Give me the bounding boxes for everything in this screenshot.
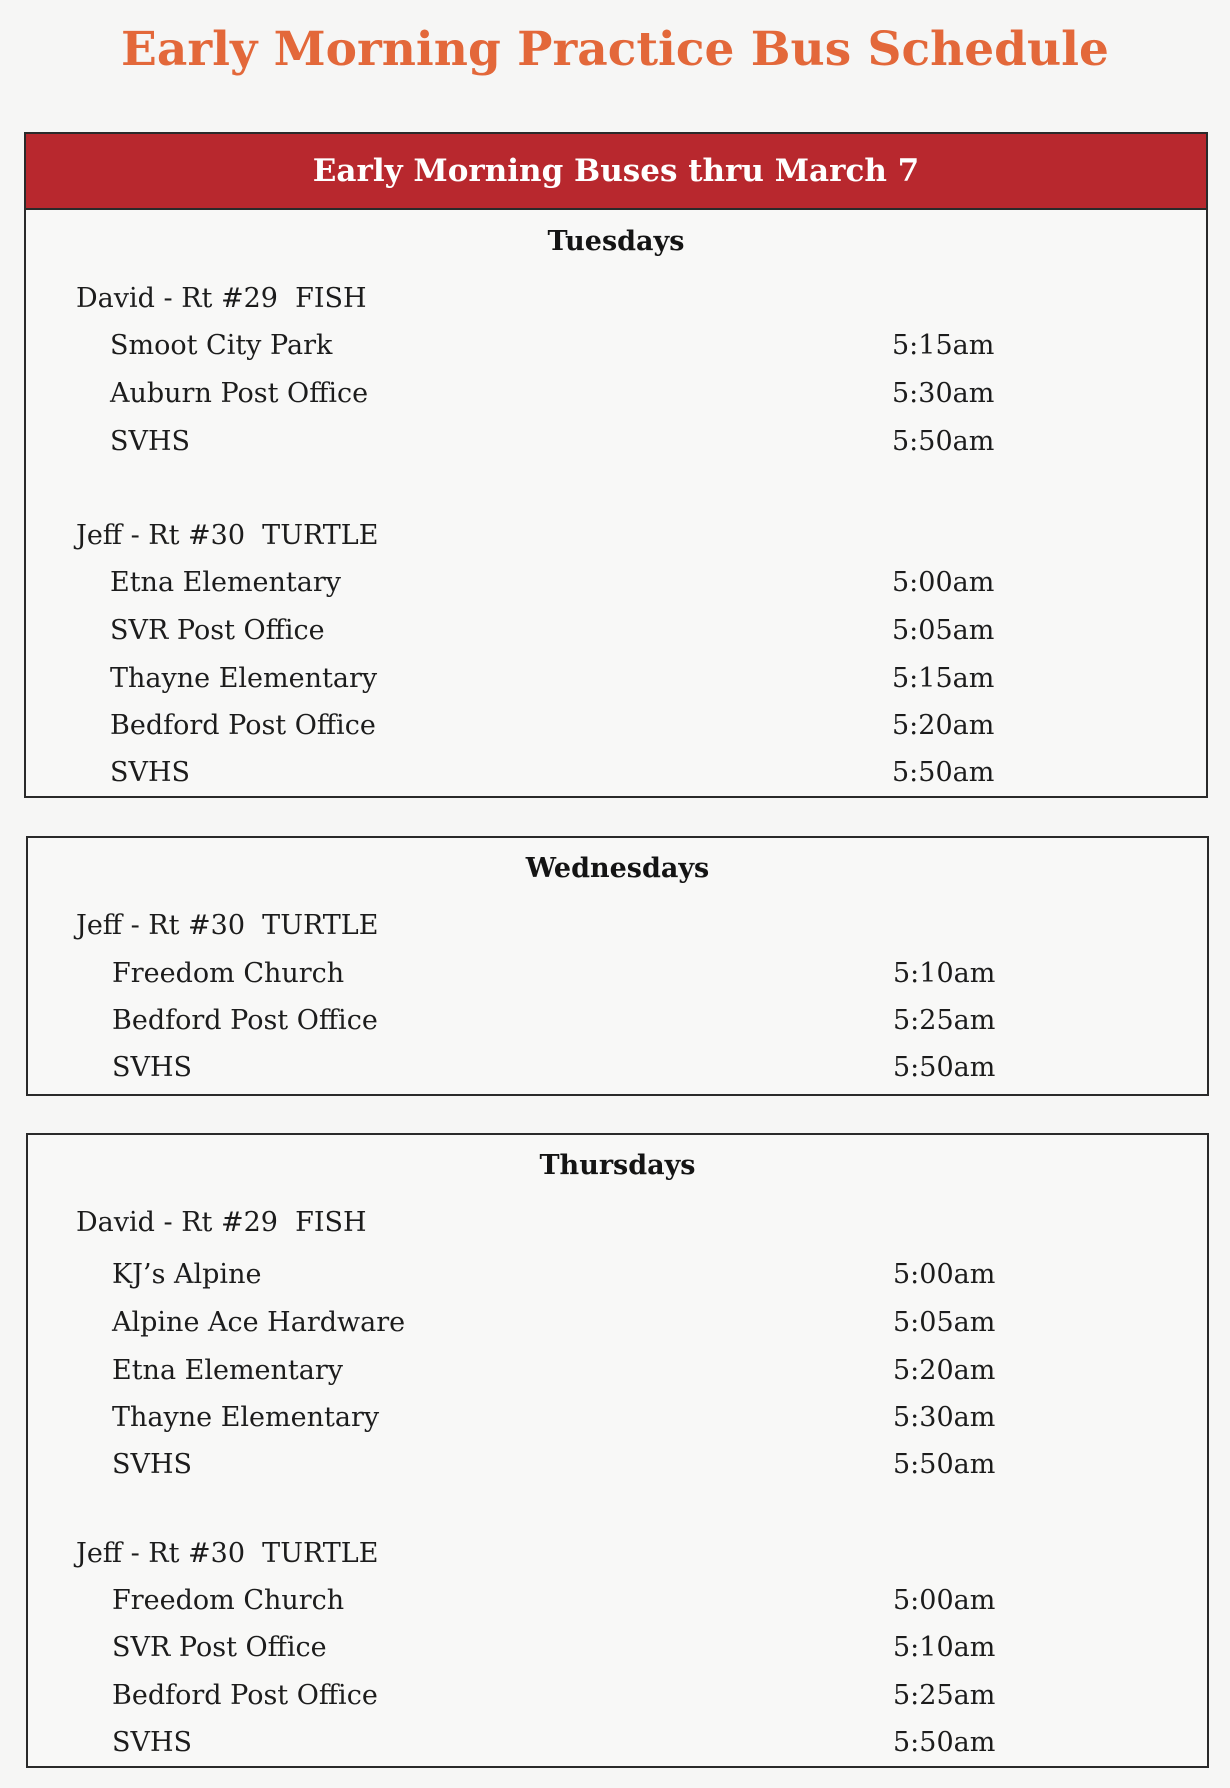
stop-name: SVR Post Office [110, 615, 325, 646]
stop-time: 5:50am [892, 426, 995, 457]
stop-time: 5:00am [893, 1585, 996, 1616]
stop-time: 5:00am [893, 1259, 996, 1290]
route-heading: David - Rt #29 FISH [76, 1207, 367, 1238]
schedule-banner: Early Morning Buses thru March 7 [26, 134, 1206, 210]
day-heading-wednesday: Wednesdays [525, 853, 710, 884]
route-heading: Jeff - Rt #30 TURTLE [76, 520, 379, 551]
wednesday-section [26, 836, 1209, 1096]
stop-time: 5:50am [893, 1727, 996, 1758]
stop-name: Auburn Post Office [110, 378, 369, 409]
stop-name: SVHS [112, 1449, 193, 1480]
stop-name: Alpine Ace Hardware [112, 1307, 406, 1338]
stop-time: 5:25am [893, 1005, 996, 1036]
stop-time: 5:30am [892, 378, 995, 409]
stop-time: 5:30am [893, 1402, 996, 1433]
stop-name: Smoot City Park [110, 330, 333, 361]
stop-time: 5:20am [893, 1355, 996, 1386]
stop-time: 5:10am [893, 1632, 996, 1663]
stop-time: 5:00am [892, 567, 995, 598]
stop-time: 5:05am [893, 1307, 996, 1338]
page-title: Early Morning Practice Bus Schedule [121, 22, 1109, 77]
stop-name: SVHS [112, 1052, 193, 1083]
stop-name: Thayne Elementary [112, 1402, 380, 1433]
route-heading: Jeff - Rt #30 TURTLE [76, 910, 379, 941]
day-heading-tuesday: Tuesdays [547, 226, 685, 257]
stop-name: Bedford Post Office [110, 710, 376, 741]
stop-name: SVHS [110, 426, 191, 457]
stop-time: 5:15am [892, 663, 995, 694]
stop-time: 5:50am [893, 1052, 996, 1083]
stop-name: Etna Elementary [110, 567, 342, 598]
stop-time: 5:20am [892, 710, 995, 741]
tuesday-section [24, 132, 1208, 798]
stop-time: 5:10am [893, 958, 996, 989]
stop-time: 5:15am [892, 330, 995, 361]
day-heading-thursday: Thursdays [539, 1150, 696, 1181]
stop-time: 5:25am [893, 1680, 996, 1711]
stop-name: Bedford Post Office [112, 1680, 378, 1711]
stop-name: SVHS [110, 757, 191, 788]
stop-name: Freedom Church [112, 958, 345, 989]
stop-name: Etna Elementary [112, 1355, 344, 1386]
route-heading: David - Rt #29 FISH [76, 283, 367, 314]
route-heading: Jeff - Rt #30 TURTLE [76, 1538, 379, 1569]
stop-name: SVR Post Office [112, 1632, 327, 1663]
stop-time: 5:50am [893, 1449, 996, 1480]
stop-name: Bedford Post Office [112, 1005, 378, 1036]
stop-name: SVHS [112, 1727, 193, 1758]
stop-name: Thayne Elementary [110, 663, 378, 694]
stop-time: 5:05am [892, 615, 995, 646]
thursday-section [26, 1133, 1209, 1768]
stop-name: Freedom Church [112, 1585, 345, 1616]
stop-name: KJ’s Alpine [112, 1259, 262, 1290]
stop-time: 5:50am [892, 757, 995, 788]
